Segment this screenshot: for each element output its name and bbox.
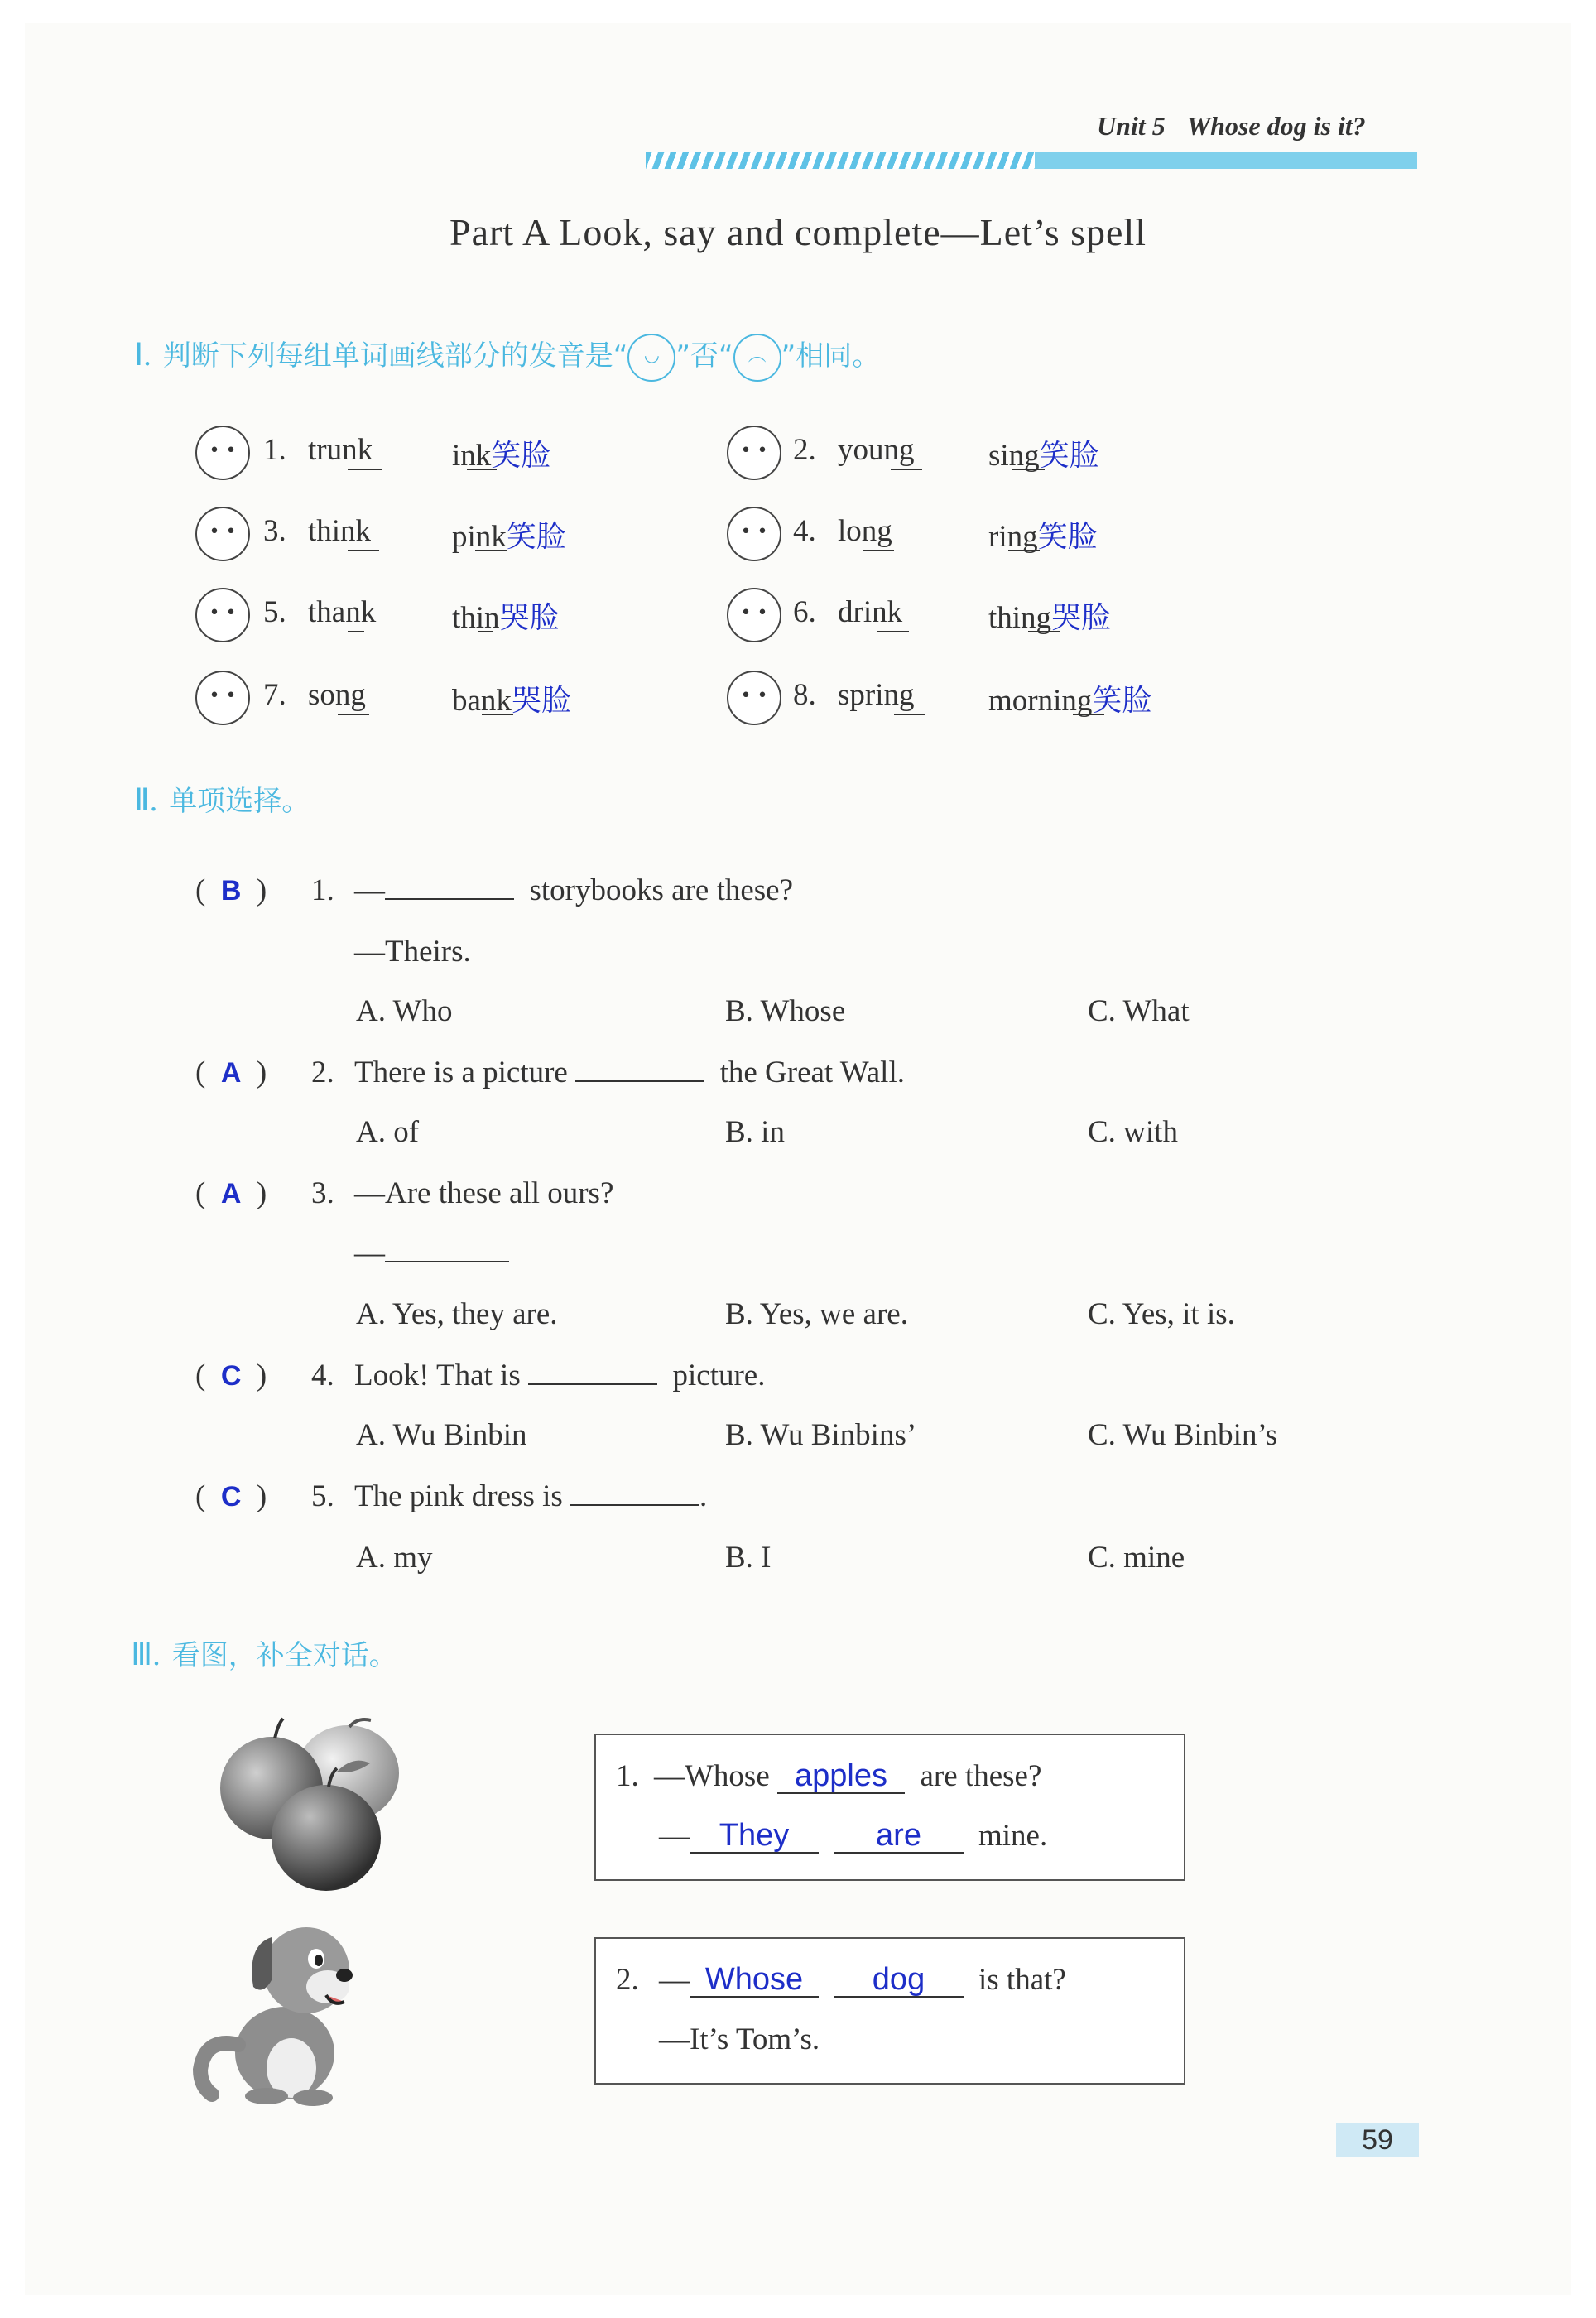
fill-answer: apples xyxy=(777,1759,905,1794)
item-answer: 笑脸 xyxy=(1037,520,1098,554)
choice-answer-slot: ( C ) xyxy=(195,1359,267,1392)
fill-answer: are xyxy=(834,1819,964,1854)
answer-circle: • • xyxy=(727,588,781,642)
underline-mark xyxy=(478,631,493,632)
option-c: C. Yes, it is. xyxy=(1088,1297,1235,1331)
page-number: 59 xyxy=(1336,2123,1419,2157)
underline-mark xyxy=(475,550,507,551)
answer-circle: • • xyxy=(195,588,250,642)
part-title: Part A Look, say and complete—Let’s spell xyxy=(449,211,1147,253)
item-answer: 笑脸 xyxy=(506,520,566,554)
option-a: A. of xyxy=(356,1115,420,1149)
underline-mark xyxy=(863,550,894,551)
dialogue-box-1 xyxy=(594,1734,1185,1881)
underline-mark xyxy=(348,550,379,551)
item-word1: thank xyxy=(308,595,377,629)
answer-blank xyxy=(385,873,514,900)
option-a: A. Yes, they are. xyxy=(356,1297,558,1331)
puppy-image xyxy=(192,1912,366,2108)
section2-instruction: 单项选择。 xyxy=(169,785,310,818)
item-word1: long xyxy=(838,514,892,548)
section2-heading xyxy=(134,778,310,819)
sad-face-icon: ︵ xyxy=(733,334,781,382)
item-word1: young xyxy=(838,433,915,467)
dialogue1-line1: —Whose apples are these? xyxy=(654,1758,1042,1793)
underline-mark xyxy=(891,469,922,470)
answer-blank xyxy=(385,1236,509,1262)
answer-circle: • • xyxy=(195,426,250,480)
item-word2: sing笑脸 xyxy=(988,439,1099,473)
choice-answer: C xyxy=(220,1360,242,1392)
question-number: 5. xyxy=(311,1479,334,1513)
question-number: 2. xyxy=(311,1056,334,1089)
item-word2: morning笑脸 xyxy=(988,684,1152,718)
question-text: —Are these all ours? xyxy=(354,1176,614,1210)
item-answer: 哭脸 xyxy=(1051,601,1112,635)
unit-title: Whose dog is it? xyxy=(1186,111,1366,141)
fill-answer: They xyxy=(690,1819,819,1854)
unit-header xyxy=(1097,111,1366,142)
item-answer: 哭脸 xyxy=(499,601,560,635)
section3-heading xyxy=(131,1633,397,1673)
option-c: C. Wu Binbin’s xyxy=(1088,1418,1278,1452)
item-number: 6. xyxy=(793,595,816,629)
item-word2: ink笑脸 xyxy=(452,439,551,473)
dialogue1-number: 1. xyxy=(616,1759,639,1793)
option-b: B. in xyxy=(725,1115,785,1149)
question-text: There is a picture the Great Wall. xyxy=(354,1056,905,1089)
item-number: 7. xyxy=(263,678,286,712)
underline-mark xyxy=(894,714,925,715)
option-a: A. my xyxy=(356,1541,433,1575)
answer-circle: • • xyxy=(727,507,781,561)
choice-answer: B xyxy=(220,875,242,907)
item-number: 3. xyxy=(263,514,286,548)
answer-circle: • • xyxy=(195,507,250,561)
answer-blank xyxy=(528,1359,657,1385)
underline-mark xyxy=(1073,714,1104,715)
dialogue2-number: 2. xyxy=(616,1963,639,1997)
header-hatch-bar xyxy=(646,152,1035,169)
item-answer: 笑脸 xyxy=(1092,684,1152,718)
underline-mark xyxy=(338,714,369,715)
section1-instruction-b: ”否“ xyxy=(675,339,733,373)
section3-instruction: 看图，补全对话。 xyxy=(171,1639,397,1672)
option-b: B. Whose xyxy=(725,994,846,1028)
option-c: C. mine xyxy=(1088,1541,1185,1575)
choice-answer: A xyxy=(220,1178,242,1209)
answer-circle: • • xyxy=(727,671,781,725)
unit-label: Unit 5 xyxy=(1097,111,1166,141)
question-text: Look! That is picture. xyxy=(354,1359,766,1392)
item-word2: thing哭脸 xyxy=(988,601,1112,635)
question-text: — storybooks are these? xyxy=(354,873,794,907)
item-answer: 笑脸 xyxy=(491,439,551,473)
section1-instruction-a: 判断下列每组单词画线部分的发音是“ xyxy=(162,339,628,373)
underline-mark xyxy=(1028,631,1060,632)
underline-mark xyxy=(348,469,382,470)
option-a: A. Who xyxy=(356,994,453,1028)
item-word1: song xyxy=(308,678,366,712)
dialogue2-line2: —It’s Tom’s. xyxy=(659,2022,820,2056)
item-word2: bank哭脸 xyxy=(452,684,571,718)
question-number: 1. xyxy=(311,873,334,907)
underline-mark xyxy=(1008,550,1040,551)
option-b: B. I xyxy=(725,1541,772,1575)
question-number: 4. xyxy=(311,1359,334,1392)
apples-image xyxy=(217,1714,407,1896)
dialogue2-line1: — Whose dog is that? xyxy=(659,1962,1066,1997)
option-b: B. Wu Binbins’ xyxy=(725,1418,917,1452)
question-reply: —Theirs. xyxy=(354,935,471,969)
header-solid-bar xyxy=(1035,152,1417,169)
option-c: C. What xyxy=(1088,994,1190,1028)
option-b: B. Yes, we are. xyxy=(725,1297,908,1331)
section1-heading xyxy=(134,333,880,382)
item-number: 8. xyxy=(793,678,816,712)
smiley-face-icon: ◡ xyxy=(627,334,675,382)
section3-numeral: Ⅲ. xyxy=(131,1638,161,1672)
item-number: 1. xyxy=(263,433,286,467)
answer-circle: • • xyxy=(195,671,250,725)
choice-answer-slot: ( C ) xyxy=(195,1479,267,1513)
choice-answer: C xyxy=(220,1481,242,1512)
choice-answer: A xyxy=(220,1057,242,1089)
item-answer: 笑脸 xyxy=(1039,439,1099,473)
option-a: A. Wu Binbin xyxy=(356,1418,527,1452)
item-word1: trunk xyxy=(308,433,373,467)
item-word1: drink xyxy=(838,595,903,629)
option-c: C. with xyxy=(1088,1115,1178,1149)
question-reply: — xyxy=(354,1235,509,1271)
answer-blank xyxy=(575,1056,704,1082)
section2-numeral: Ⅱ. xyxy=(134,783,158,818)
item-word2: ring笑脸 xyxy=(988,520,1098,554)
item-word2: thin哭脸 xyxy=(452,601,560,635)
dialogue1-line2: — They are mine. xyxy=(659,1818,1048,1853)
underline-mark xyxy=(348,631,364,632)
question-text: The pink dress is . xyxy=(354,1479,708,1513)
fill-answer: dog xyxy=(834,1963,964,1998)
answer-blank xyxy=(570,1479,699,1506)
dialogue-box-2 xyxy=(594,1937,1185,2085)
question-number: 3. xyxy=(311,1176,334,1210)
item-number: 5. xyxy=(263,595,286,629)
item-word1: think xyxy=(308,514,372,548)
underline-mark xyxy=(1012,469,1045,470)
answer-circle: • • xyxy=(727,426,781,480)
item-word2: pink笑脸 xyxy=(452,520,566,554)
section1-instruction-c: ”相同。 xyxy=(781,339,881,373)
section1-numeral: Ⅰ. xyxy=(134,338,151,373)
fill-answer: Whose xyxy=(690,1963,819,1998)
item-number: 4. xyxy=(793,514,816,548)
item-number: 2. xyxy=(793,433,816,467)
item-word1: spring xyxy=(838,678,915,712)
underline-mark xyxy=(467,469,497,470)
item-answer: 哭脸 xyxy=(511,684,571,718)
underline-mark xyxy=(877,631,909,632)
choice-answer-slot: ( A ) xyxy=(195,1056,267,1089)
choice-answer-slot: ( B ) xyxy=(195,873,267,907)
underline-mark xyxy=(482,714,513,715)
choice-answer-slot: ( A ) xyxy=(195,1176,267,1210)
